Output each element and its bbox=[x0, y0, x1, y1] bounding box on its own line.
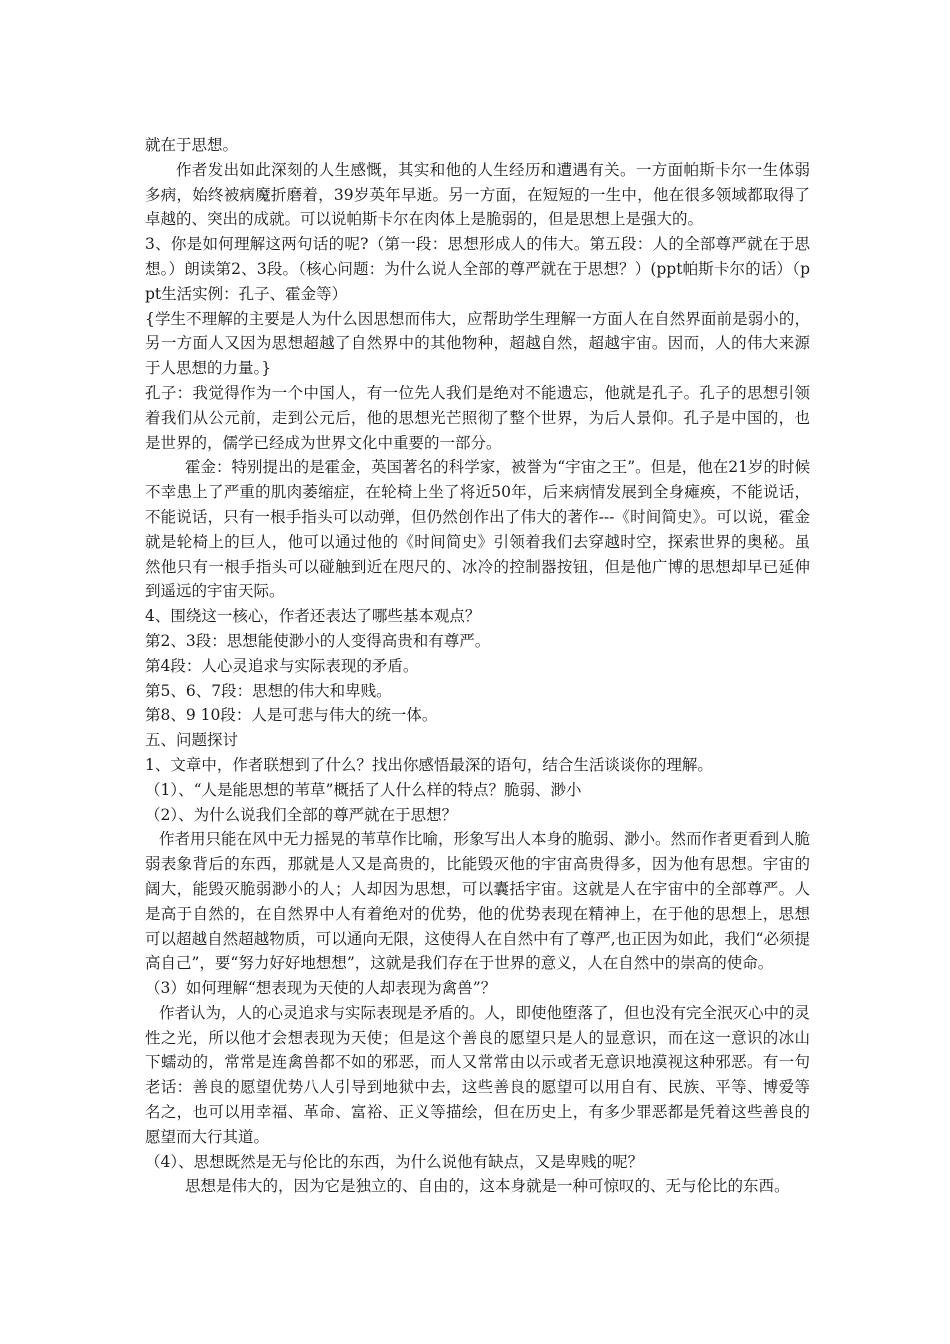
paragraph: 作者用只能在风中无力摇晃的苇草作比喻，形象写出人本身的脆弱、渺小。然而作者更看到人脆弱表象背后的东西，那就是人又是高贵的，比能毁灭他的宇宙高贵得多，因为他有思想。宇宙的阔大，能毁灭脆弱渺小的人；人却因为思想，可以囊括宇宙。这就是人在宇宙中的全部尊严。人是高于自然的，在自然界中人有着绝对的优势，他的优势表现在精神上，在于他的思想上，思想可以超越自然超越物质，可以通向无限，这使得人在自然中有了尊严,也正因为如此，我们“必须提高自己”，要“努力好好地想想”，这就是我们存在于世界的意义，人在自然中的崇高的使命。 bbox=[145, 830, 811, 973]
question-heading: 4、围绕这一核心，作者还表达了哪些基本观点？ bbox=[145, 607, 481, 626]
sub-question: （4）、思想既然是无与伦比的东西，为什么说他有缺点，又是卑贱的呢？ bbox=[145, 1152, 644, 1171]
section-heading: 五、问题探讨 bbox=[145, 731, 239, 750]
paragraph: 孔子：我觉得作为一个中国人，有一位先人我们是绝对不能遗忘，他就是孔子。孔子的思想引领着我们从公元前，走到公元后，他的思想光芒照彻了整个世界，为后人景仰。孔子是中国的，也是世界的，儒学已经成为世界文化中重要的一部分。 bbox=[145, 383, 810, 452]
list-item: 第5、6、7段：思想的伟大和卑贱。 bbox=[145, 681, 392, 700]
paragraph: 就在于思想。 bbox=[145, 136, 239, 154]
list-item: 第2、3段：思想能使渺小的人变得高贵和有尊严。 bbox=[145, 631, 491, 650]
question-heading: 1、文章中，作者联想到了什么？找出你感悟最深的语句，结合生活谈谈你的理解。 bbox=[145, 755, 713, 774]
paragraph: 3、你是如何理解这两句话的呢?（第一段：思想形成人的伟大。第五段：人的全部尊严就在于思想。）朗读第2、3段。（核心问题：为什么说人全部的尊严就在于思想？）(ppt帕斯卡尔的话）（ppt生活实例：孔子、霍金等） bbox=[145, 235, 810, 303]
document-page bbox=[145, 133, 810, 1199]
sub-question: （1）、“人是能思想的苇草”概括了人什么样的特点？脆弱、渺小 bbox=[145, 780, 582, 799]
sub-question: （2）、为什么说我们全部的尊严就在于思想？ bbox=[145, 805, 458, 824]
paragraph: {学生不理解的主要是人为什么因思想而伟大，应帮助学生理解一方面人在自然界面前是弱小的，另一方面人又因为思想超越了自然界中的其他物种，超越自然，超越宇宙。因而，人的伟大来源于人思想的力量。} bbox=[145, 309, 810, 378]
sub-question: （3）如何理解“想表现为天使的人却表现为禽兽”？ bbox=[145, 979, 497, 998]
paragraph: 霍金：特别提出的是霍金，英国著名的科学家，被誉为“宇宙之王”。但是，他在21岁的时候不幸患上了严重的肌肉萎缩症，在轮椅上坐了将近50年，后来病情发展到全身瘫痪，不能说话，不能说话，只有一根手指头可以动弹，但仍然创作出了伟大的著作---《时间简史》。可以说，霍金就是轮椅上的巨人，他可以通过他的《时间简史》引领着我们去穿越时空，探索世界的奥秘。虽然他只有一根手指头可以碰触到近在咫尺的、冰冷的控制器按钮，但是他广博的思想却早已延伸到遥远的宇宙天际。 bbox=[145, 458, 810, 601]
list-item: 第8、9 10段：人是可悲与伟大的统一体。 bbox=[145, 706, 438, 725]
paragraph: 作者发出如此深刻的人生感慨，其实和他的人生经历和遭遇有关。一方面帕斯卡尔一生体弱多病，始终被病魔折磨着，39岁英年早逝。另一方面，在短短的一生中，他在很多领域都取得了卓越的、突出的成就。可以说帕斯卡尔在肉体上是脆弱的，但是思想上是强大的。 bbox=[145, 160, 810, 229]
list-item: 第4段：人心灵追求与实际表现的矛盾。 bbox=[145, 656, 419, 675]
paragraph: 作者认为，人的心灵追求与实际表现是矛盾的。人，即使他堕落了，但也没有完全泯灭心中的灵性之光，所以他才会想表现为天使；但是这个善良的愿望只是人的显意识，而在这一意识的冰山下蠕动的，常常是连禽兽都不如的邪恶，而人又常常由以示或者无意识地漠视这种邪恶。有一句老话：善良的愿望优势八人引导到地狱中去，这些善良的愿望可以用自有、民族、平等、博爱等名之，也可以用幸福、革命、富裕、正义等描绘，但在历史上，有多少罪恶都是凭着这些善良的愿望而大行其道。 bbox=[145, 1003, 811, 1146]
paragraph: 思想是伟大的，因为它是独立的、自由的，这本身就是一种可惊叹的、无与伦比的东西。 bbox=[185, 1177, 790, 1196]
